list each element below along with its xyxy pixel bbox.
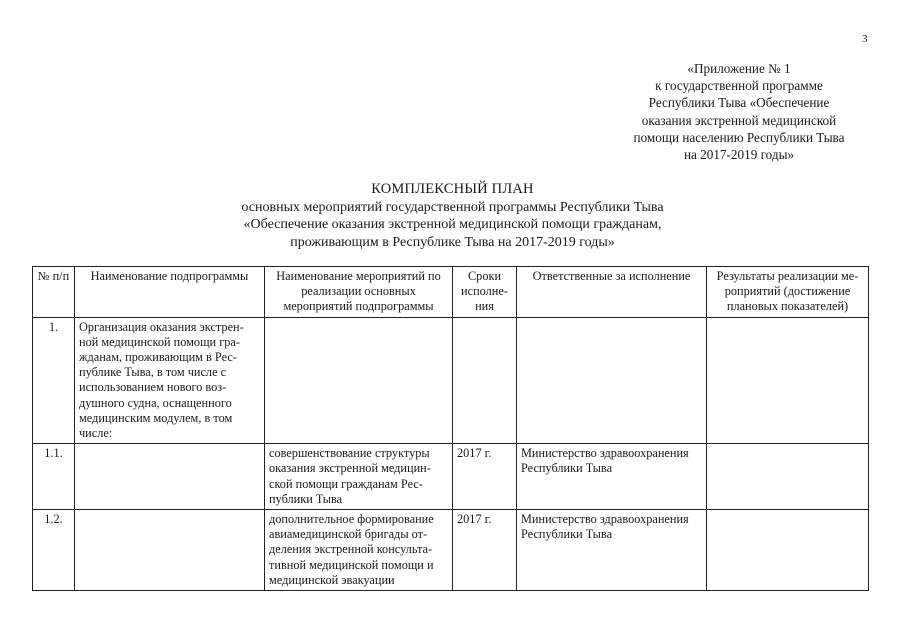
- table-header-row: [33, 267, 869, 318]
- document-title: [180, 181, 725, 251]
- appendix-line: «Приложение № 1: [687, 61, 791, 76]
- header-results: Результаты реализации ме-роприятий (достижение плановых показателей): [707, 267, 869, 318]
- row-responsible: Министерство здравоохранения Республики Тыва: [517, 510, 707, 591]
- row-activity: совершенствование структуры оказания экстренной медицин-ской помощи гражданам Рес-публики Тыва: [265, 444, 453, 510]
- appendix-line: помощи населению Республики Тыва: [633, 129, 845, 145]
- title-line: основных мероприятий государственной программы Республики Тыва: [241, 199, 664, 215]
- table-row: [33, 317, 869, 444]
- row-number: 1.1.: [33, 444, 75, 510]
- plan-table: [32, 266, 869, 591]
- row-subprogram: Организация оказания экстрен-ной медицинской помощи гра-жданам, проживающим в Рес-публике Тыва, в том числе с использованием нового воз-душного судна, оснащенного медицинским модулем, в том числе:: [75, 317, 265, 444]
- appendix-line: к государственной программе: [655, 78, 823, 94]
- header-number: № п/п: [33, 267, 75, 318]
- appendix-line: на 2017-2019 годы»: [683, 147, 795, 163]
- header-responsible: Ответственные за исполнение: [517, 267, 707, 318]
- row-responsible: Министерство здравоохранения Республики Тыва: [517, 444, 707, 510]
- row-term: 2017 г.: [453, 444, 517, 510]
- table-row: [33, 444, 869, 510]
- row-activity: [265, 317, 453, 444]
- header-activity: Наименование мероприятий по реализации основных мероприятий подпрограммы: [265, 267, 453, 318]
- table-row: [33, 510, 869, 591]
- title-line: «Обеспечение оказания экстренной медицинской помощи гражданам,: [243, 217, 662, 232]
- title-line: проживающим в Республике Тыва на 2017-2019 годы»: [290, 234, 615, 250]
- row-results: [707, 317, 869, 444]
- row-subprogram: [75, 444, 265, 510]
- row-number: 1.: [33, 317, 75, 444]
- row-term: [453, 317, 517, 444]
- page-number: 3: [862, 33, 868, 45]
- header-subprogram: Наименование подпрограммы: [75, 267, 265, 318]
- row-term: 2017 г.: [453, 510, 517, 591]
- row-results: [707, 510, 869, 591]
- appendix-note: [610, 60, 868, 163]
- row-number: 1.2.: [33, 510, 75, 591]
- row-responsible: [517, 317, 707, 444]
- appendix-line: Республики Тыва «Обеспечение: [648, 95, 830, 111]
- row-subprogram: [75, 510, 265, 591]
- appendix-line: оказания экстренной медицинской: [641, 112, 837, 128]
- title-main: КОМПЛЕКСНЫЙ ПЛАН: [371, 181, 534, 197]
- row-results: [707, 444, 869, 510]
- row-activity: дополнительное формирование авиамедицинской бригады от-деления экстренной консульта-тивной медицинской помощи и медицинской эвакуации: [265, 510, 453, 591]
- header-term: Сроки исполне-ния: [453, 267, 517, 318]
